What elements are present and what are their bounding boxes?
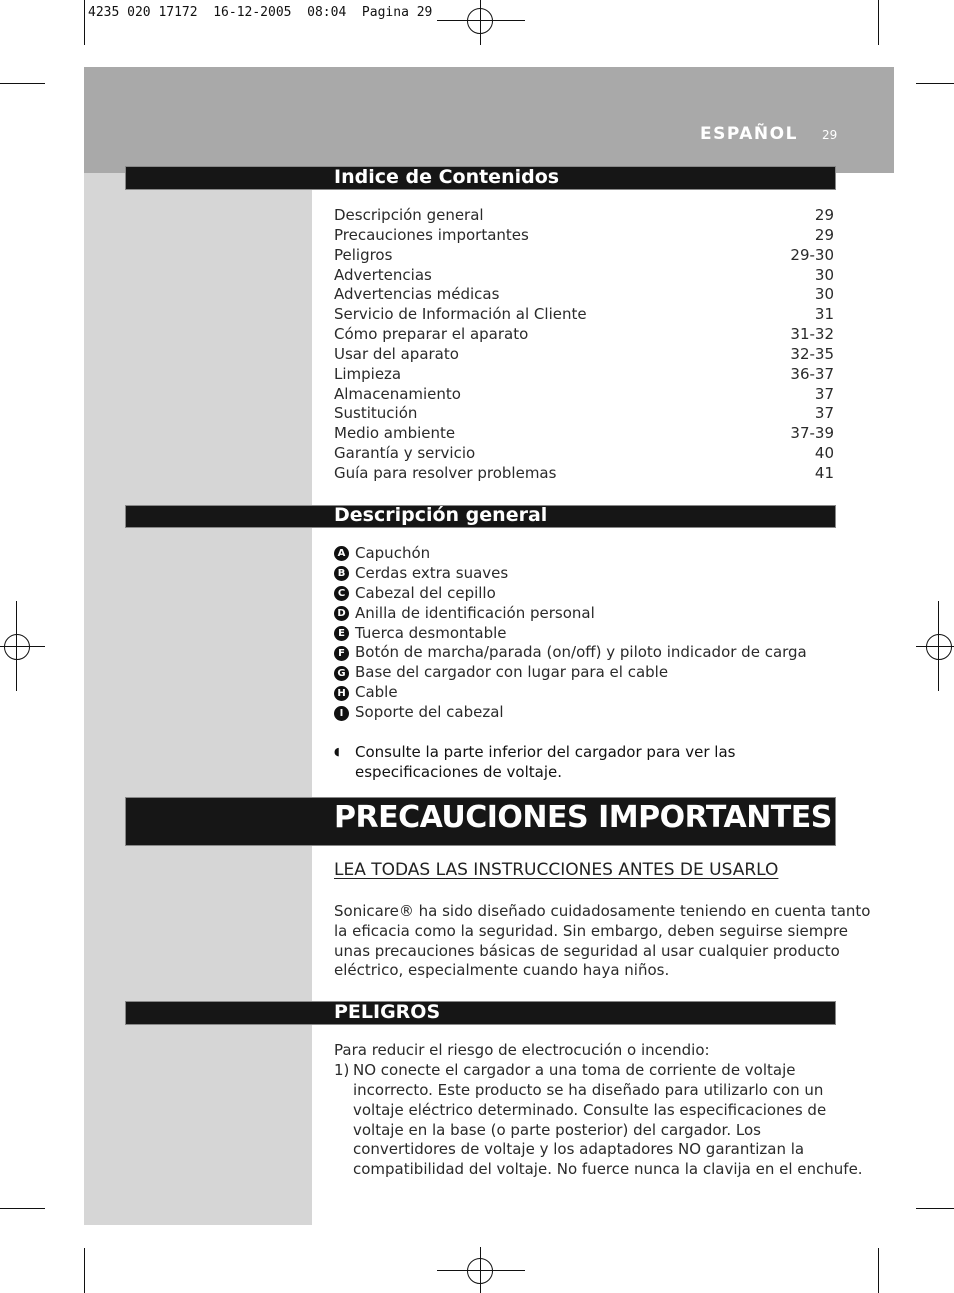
voltage-note bbox=[334, 743, 834, 782]
toc-entry-page: 31-32 bbox=[790, 325, 834, 344]
list-item bbox=[334, 624, 834, 644]
list-item bbox=[334, 663, 834, 683]
note-text: Consulte la parte inferior del cargador para ver las bbox=[355, 743, 736, 761]
letter-badge-icon: D bbox=[334, 606, 349, 621]
paragraph-line: eléctrico, especialmente cuando haya niños. bbox=[334, 961, 670, 980]
list-item bbox=[334, 584, 834, 604]
language-label: ESPAÑOL bbox=[700, 124, 798, 144]
toc-entry-label: Limpieza bbox=[334, 364, 402, 383]
page-number: 29 bbox=[822, 128, 838, 142]
crop-mark bbox=[878, 1248, 879, 1293]
letter-badge-icon: A bbox=[334, 546, 349, 561]
toc-entry-label: Advertencias bbox=[334, 265, 432, 284]
part-label: Cerdas extra suaves bbox=[355, 563, 509, 582]
registration-mark-icon bbox=[4, 634, 30, 660]
letter-badge-icon: G bbox=[334, 666, 349, 681]
crop-mark bbox=[0, 1208, 45, 1209]
section-title: PRECAUCIONES IMPORTANTES bbox=[334, 800, 832, 835]
list-item bbox=[334, 604, 834, 624]
toc-entry-page: 30 bbox=[814, 265, 834, 284]
section-title: Descripción general bbox=[334, 504, 548, 526]
toc-entry-page: 37 bbox=[814, 404, 834, 423]
paragraph-line: la eficacia como la seguridad. Sin embargo, deben seguirse siempre bbox=[334, 921, 848, 940]
peligros-content bbox=[334, 1041, 863, 1180]
toc-entry bbox=[334, 305, 834, 325]
letter-badge-icon: H bbox=[334, 686, 349, 701]
list-item bbox=[334, 564, 834, 584]
peligros-intro: Para reducir el riesgo de electrocución o incendio: bbox=[334, 1041, 710, 1059]
toc-entry-page: 37-39 bbox=[790, 424, 834, 443]
list-item-line: voltaje eléctrico determinado. Consulte las especificaciones de bbox=[353, 1100, 827, 1119]
registration-mark-icon bbox=[926, 634, 952, 660]
crop-mark bbox=[878, 0, 879, 45]
registration-mark-icon bbox=[437, 1270, 525, 1271]
part-label: Soporte del cabezal bbox=[355, 703, 504, 722]
intro-paragraph bbox=[334, 902, 871, 981]
toc-entry-label: Precauciones importantes bbox=[334, 225, 529, 244]
part-label: Base del cargador con lugar para el cable bbox=[355, 663, 669, 682]
left-margin-column bbox=[84, 173, 312, 1225]
crop-mark bbox=[916, 83, 954, 84]
crop-mark bbox=[916, 1208, 954, 1209]
toc-entry-page: 29 bbox=[814, 206, 834, 224]
registration-mark-icon bbox=[437, 20, 525, 21]
section-title: PELIGROS bbox=[334, 1001, 441, 1023]
toc-entry-page: 32-35 bbox=[790, 344, 834, 363]
letter-badge-icon: I bbox=[334, 706, 349, 721]
toc-entry-page: 30 bbox=[814, 285, 834, 304]
toc-entry-label: Descripción general bbox=[334, 206, 484, 224]
toc-entry-label: Cómo preparar el aparato bbox=[334, 325, 529, 344]
part-label: Botón de marcha/parada (on/off) y piloto indicador de carga bbox=[355, 643, 807, 662]
page-header-band bbox=[84, 67, 894, 173]
toc-entry bbox=[334, 226, 834, 246]
toc-entry-label: Almacenamiento bbox=[334, 384, 461, 403]
part-label: Anilla de identificación personal bbox=[355, 603, 595, 622]
toc-entry bbox=[334, 285, 834, 305]
toc-entry-page: 31 bbox=[814, 305, 834, 324]
part-label: Cabezal del cepillo bbox=[355, 583, 496, 602]
letter-badge-icon: B bbox=[334, 566, 349, 581]
list-item bbox=[334, 703, 834, 723]
section-bar-toc bbox=[125, 166, 836, 190]
registration-mark-icon bbox=[480, 0, 481, 45]
section-bar-precauciones bbox=[125, 797, 836, 846]
toc-entry-label: Garantía y servicio bbox=[334, 444, 476, 463]
toc-entry-label: Guía para resolver problemas bbox=[334, 463, 557, 482]
toc-entry-page: 41 bbox=[814, 463, 834, 482]
print-slug: 4235 020 17172 16-12-2005 08:04 Pagina 29 bbox=[88, 5, 433, 20]
paragraph-line: unas precauciones básicas de seguridad al usar cualquier producto bbox=[334, 941, 840, 960]
toc-entry bbox=[334, 206, 834, 226]
list-item bbox=[334, 643, 834, 663]
parts-list bbox=[334, 544, 834, 723]
list-item bbox=[334, 683, 834, 703]
toc-entry-page: 36-37 bbox=[790, 364, 834, 383]
toc-entry-label: Advertencias médicas bbox=[334, 285, 500, 304]
toc-entry bbox=[334, 365, 834, 385]
crop-mark bbox=[0, 83, 45, 84]
list-item-line: compatibilidad del voltaje. No fuerce nunca la clavija en el enchufe. bbox=[353, 1160, 863, 1179]
list-item-number: 1) bbox=[334, 1060, 350, 1079]
letter-badge-icon: F bbox=[334, 646, 349, 661]
crop-mark bbox=[84, 1248, 85, 1293]
toc-entry bbox=[334, 385, 834, 405]
toc-entry-label: Usar del aparato bbox=[334, 344, 459, 363]
section-title: Indice de Contenidos bbox=[334, 166, 560, 188]
part-label: Capuchón bbox=[355, 544, 431, 562]
toc-entry bbox=[334, 345, 834, 365]
toc-entry bbox=[334, 325, 834, 345]
toc-entry bbox=[334, 246, 834, 266]
registration-mark-icon bbox=[0, 646, 45, 647]
toc-entry-label: Servicio de Información al Cliente bbox=[334, 305, 587, 324]
table-of-contents bbox=[334, 206, 834, 484]
part-label: Tuerca desmontable bbox=[355, 623, 507, 642]
toc-entry bbox=[334, 404, 834, 424]
toc-entry-page: 40 bbox=[814, 444, 834, 463]
list-item-line: voltaje en la base (o parte posterior) del cargador. Los bbox=[353, 1120, 761, 1139]
section-bar-descripcion bbox=[125, 505, 836, 528]
list-item bbox=[334, 544, 834, 564]
letter-badge-icon: C bbox=[334, 586, 349, 601]
registration-mark-icon bbox=[916, 646, 954, 647]
toc-entry-page: 29 bbox=[814, 225, 834, 244]
toc-entry bbox=[334, 464, 834, 484]
toc-entry-page: 29-30 bbox=[790, 245, 834, 264]
toc-entry bbox=[334, 266, 834, 286]
toc-entry-label: Medio ambiente bbox=[334, 424, 456, 443]
arrow-bullet-icon: ◖ bbox=[334, 745, 340, 758]
part-label: Cable bbox=[355, 683, 398, 702]
crop-mark bbox=[84, 0, 85, 45]
subheading: LEA TODAS LAS INSTRUCCIONES ANTES DE USARLO bbox=[334, 860, 779, 880]
letter-badge-icon: E bbox=[334, 626, 349, 641]
list-item-line: NO conecte el cargador a una toma de corriente de voltaje bbox=[353, 1060, 796, 1079]
list-item-line: incorrecto. Este producto se ha diseñado para utilizarlo con un bbox=[353, 1080, 824, 1099]
section-bar-peligros bbox=[125, 1001, 836, 1025]
paragraph-line: Sonicare® ha sido diseñado cuidadosamente teniendo en cuenta tanto bbox=[334, 902, 871, 920]
list-item-line: convertidores de voltaje y los adaptadores NO garantizan la bbox=[353, 1140, 805, 1159]
toc-entry-label: Peligros bbox=[334, 245, 393, 264]
note-text: especificaciones de voltaje. bbox=[355, 762, 562, 781]
toc-entry-page: 37 bbox=[814, 384, 834, 403]
toc-entry-label: Sustitución bbox=[334, 404, 418, 423]
toc-entry bbox=[334, 444, 834, 464]
toc-entry bbox=[334, 424, 834, 444]
